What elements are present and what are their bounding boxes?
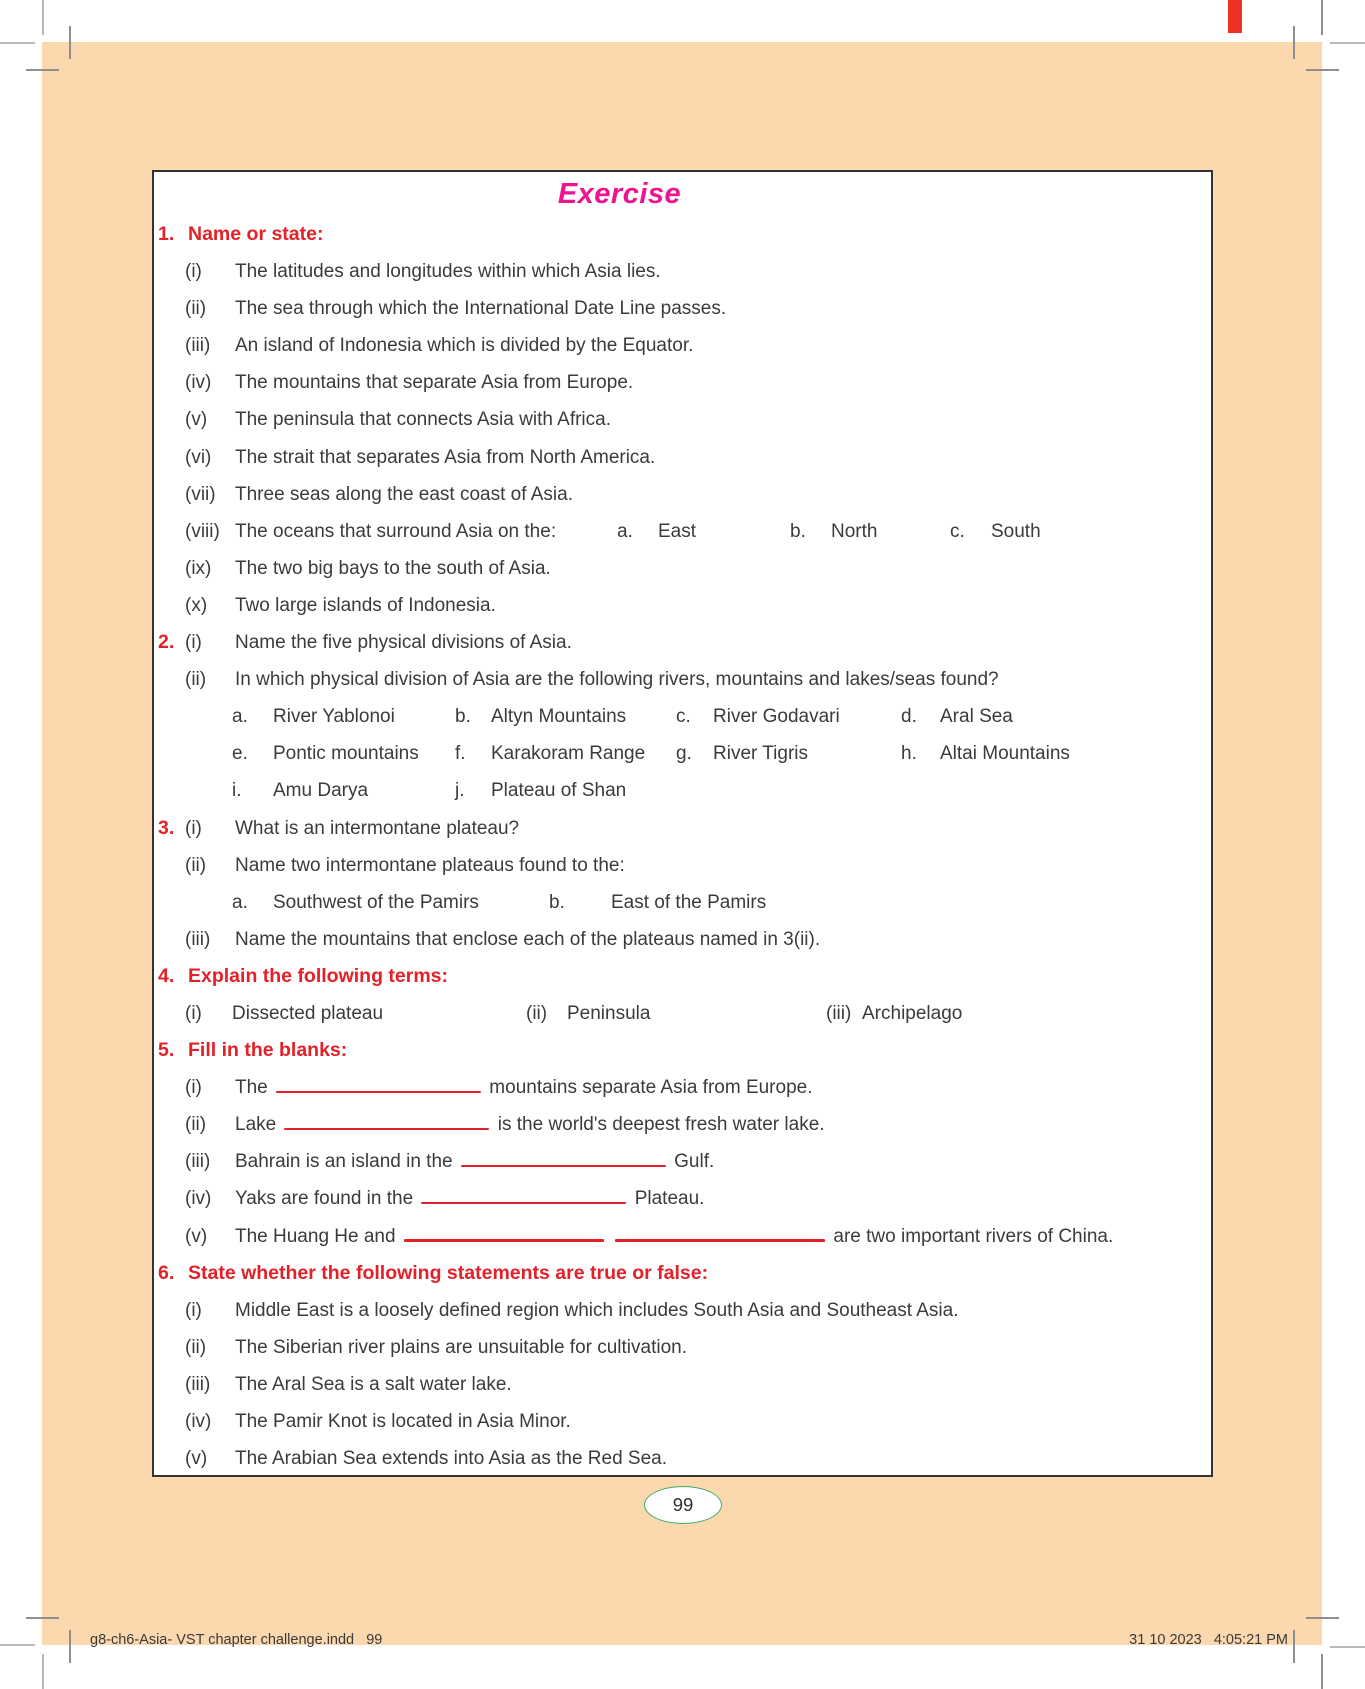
item-label: (iii) — [185, 1373, 211, 1395]
item-text: Middle East is a loosely defined region which includes South Asia and Southeast Asia. — [235, 1299, 959, 1321]
item-text: The latitudes and longitudes within which Asia lies. — [235, 261, 661, 283]
exercise-rows — [154, 216, 1211, 1477]
item-text: Karakoram Range — [491, 743, 646, 765]
item-text: Altyn Mountains — [491, 706, 627, 728]
item-text: Amu Darya — [273, 780, 369, 802]
section-number: 3. — [158, 816, 175, 839]
item-label: b. — [790, 520, 806, 542]
item-label: h. — [901, 743, 917, 765]
item-label: (i) — [185, 632, 202, 654]
item-text: Dissected plateau — [232, 1002, 384, 1024]
item-text: The two big bays to the south of Asia. — [235, 557, 551, 579]
item-label: (v) — [185, 1225, 208, 1247]
exercise-row — [154, 810, 1211, 847]
item-label: (iii) — [185, 1151, 211, 1173]
fill-blank-line — [421, 1202, 626, 1205]
item-text — [235, 1180, 704, 1217]
item-label: i. — [232, 780, 242, 802]
page-number: 99 — [672, 1494, 694, 1515]
exercise-row — [154, 513, 1211, 550]
exercise-row — [154, 439, 1211, 476]
item-text: The oceans that surround Asia on the: — [235, 520, 557, 542]
exercise-row — [154, 364, 1211, 401]
item-text: Three seas along the east coast of Asia. — [235, 483, 573, 505]
footer-filename: g8-ch6-Asia- VST chapter challenge.indd 99 — [90, 1632, 383, 1648]
item-label: (ii) — [185, 669, 207, 691]
item-text: An island of Indonesia which is divided by the Equator. — [235, 335, 694, 357]
item-text: River Godavari — [713, 706, 840, 728]
crop-mark — [1306, 69, 1339, 71]
item-label: a. — [617, 520, 633, 542]
item-label: b. — [549, 891, 565, 913]
item-label: (i) — [185, 261, 202, 283]
exercise-row — [154, 587, 1211, 624]
item-text: Name the mountains that enclose each of the plateaus named in 3(ii). — [235, 928, 821, 950]
item-text — [235, 1069, 813, 1106]
exercise-row — [154, 1255, 1211, 1292]
item-text: The Arabian Sea extends into Asia as the Red Sea. — [235, 1448, 668, 1470]
item-label: (v) — [185, 409, 208, 431]
item-text: Southwest of the Pamirs — [273, 891, 479, 913]
item-text-part: The Huang He and — [235, 1225, 401, 1247]
exercise-row — [154, 290, 1211, 327]
item-text-part: Bahrain is an island in the — [235, 1151, 458, 1173]
crop-mark — [1330, 1646, 1365, 1648]
item-label: (iii) — [185, 335, 211, 357]
crop-mark — [26, 1617, 59, 1619]
item-text — [235, 1218, 1113, 1255]
item-text-part: mountains separate Asia from Europe. — [484, 1077, 813, 1099]
section-heading: Fill in the blanks: — [188, 1039, 348, 1062]
item-text: North — [831, 520, 878, 542]
crop-mark — [1293, 1630, 1295, 1663]
crop-mark — [1330, 42, 1365, 44]
section-number: 5. — [158, 1039, 175, 1062]
exercise-row — [154, 1366, 1211, 1403]
exercise-row — [154, 476, 1211, 513]
item-label: (i) — [185, 1299, 202, 1321]
item-text: What is an intermontane plateau? — [235, 817, 520, 839]
exercise-row — [154, 1329, 1211, 1366]
exercise-row — [154, 327, 1211, 364]
item-text — [235, 1106, 825, 1143]
item-text-part: is the world's deepest fresh water lake. — [492, 1114, 825, 1136]
exercise-row — [154, 1032, 1211, 1069]
section-number: 2. — [158, 631, 175, 654]
exercise-row — [154, 661, 1211, 698]
section-heading: State whether the following statements are true or false: — [188, 1261, 709, 1284]
exercise-row — [154, 1292, 1211, 1329]
item-label: b. — [455, 706, 471, 728]
item-text: The mountains that separate Asia from Europe. — [235, 372, 634, 394]
crop-mark — [42, 1654, 44, 1689]
page-number-badge — [644, 1486, 722, 1524]
item-label: f. — [455, 743, 466, 765]
exercise-row — [154, 550, 1211, 587]
fill-blank-line — [615, 1239, 825, 1242]
item-label: (iv) — [185, 1188, 212, 1210]
item-text: River Tigris — [713, 743, 809, 765]
item-text: Peninsula — [567, 1002, 651, 1024]
exercise-row — [154, 1218, 1211, 1255]
item-label: (vi) — [185, 446, 212, 468]
item-label: (iv) — [185, 1411, 212, 1432]
exercise-row — [154, 1069, 1211, 1106]
crop-mark — [1321, 1654, 1323, 1689]
exercise-row — [154, 216, 1211, 253]
section-number: 4. — [158, 964, 175, 987]
fill-blank-line — [461, 1165, 666, 1168]
crop-mark — [42, 0, 44, 35]
item-label: (ii) — [185, 1336, 207, 1358]
crop-mark — [1293, 26, 1295, 59]
item-text: Plateau of Shan — [491, 780, 627, 802]
item-text: Name the five physical divisions of Asia. — [235, 632, 572, 654]
printer-color-bar — [1228, 0, 1242, 33]
item-label: (i) — [185, 1077, 202, 1099]
exercise-row — [154, 698, 1211, 735]
fill-blank-line — [276, 1091, 481, 1094]
exercise-row — [154, 995, 1211, 1032]
item-label: (x) — [185, 594, 208, 616]
section-heading: Explain the following terms: — [188, 964, 449, 987]
item-label: c. — [676, 706, 691, 728]
exercise-row — [154, 772, 1211, 809]
section-number: 6. — [158, 1261, 175, 1284]
exercise-title: Exercise — [557, 178, 682, 210]
item-text: Archipelago — [862, 1002, 963, 1024]
section-number: 1. — [158, 223, 175, 245]
item-label: (v) — [185, 1448, 208, 1470]
exercise-row — [154, 735, 1211, 772]
exercise-row — [154, 884, 1211, 921]
item-text: The sea through which the International Date Line passes. — [235, 298, 727, 320]
item-text-part: Yaks are found in the — [235, 1188, 419, 1210]
exercise-row — [154, 921, 1211, 958]
item-label: (iv) — [185, 372, 212, 394]
item-text-part: Gulf. — [668, 1151, 715, 1173]
crop-mark — [0, 1644, 35, 1646]
item-label: (ii) — [185, 854, 207, 876]
item-text-part: are two important rivers of China. — [828, 1225, 1114, 1247]
crop-mark — [69, 26, 71, 59]
item-text-part: Lake — [235, 1114, 282, 1136]
item-label: (iii) — [185, 928, 211, 950]
item-label: (i) — [185, 1002, 202, 1024]
exercise-box — [152, 170, 1213, 1477]
item-text: East — [658, 520, 697, 542]
fill-blank-line — [284, 1128, 489, 1131]
item-text: Altai Mountains — [940, 743, 1070, 765]
crop-mark — [69, 1630, 71, 1663]
exercise-row — [154, 1143, 1211, 1180]
item-text: Aral Sea — [940, 706, 1013, 728]
item-text: East of the Pamirs — [611, 891, 767, 913]
exercise-row — [154, 1106, 1211, 1143]
item-text: The strait that separates Asia from North America. — [235, 446, 656, 468]
exercise-row — [154, 624, 1211, 661]
item-label: d. — [901, 706, 917, 728]
crop-mark — [1306, 1617, 1339, 1619]
item-text-part — [607, 1226, 612, 1247]
item-text: Name two intermontane plateaus found to the: — [235, 854, 625, 876]
section-heading: Name or state: — [188, 223, 324, 245]
item-text: Pontic mountains — [273, 743, 419, 765]
fill-blank-line — [404, 1239, 604, 1242]
item-label: c. — [950, 520, 965, 542]
exercise-row — [154, 847, 1211, 884]
item-label: (ii) — [526, 1002, 548, 1024]
exercise-row — [154, 401, 1211, 438]
item-text: The Pamir Knot is located in Asia Minor. — [235, 1411, 571, 1432]
exercise-row — [154, 1440, 1211, 1477]
item-label: a. — [232, 706, 248, 728]
item-text: In which physical division of Asia are the following rivers, mountains and lakes/seas found? — [235, 669, 999, 691]
exercise-row — [154, 1403, 1211, 1440]
item-label: (vii) — [185, 483, 216, 505]
item-text-part: Plateau. — [629, 1188, 705, 1210]
crop-mark — [1321, 0, 1323, 35]
item-text: South — [991, 520, 1041, 542]
exercise-row — [154, 253, 1211, 290]
item-label: (viii) — [185, 520, 220, 542]
item-label: (i) — [185, 817, 202, 839]
item-label: (ii) — [185, 1114, 207, 1136]
footer-timestamp: 31 10 2023 4:05:21 PM — [1129, 1632, 1288, 1648]
item-label: (iii) — [826, 1002, 852, 1024]
item-label: e. — [232, 743, 248, 765]
item-label: a. — [232, 891, 248, 913]
item-text: The peninsula that connects Asia with Africa. — [235, 409, 611, 431]
crop-mark — [0, 42, 35, 44]
item-label: (ix) — [185, 557, 212, 579]
item-label: (ii) — [185, 298, 207, 320]
item-text: The Aral Sea is a salt water lake. — [235, 1373, 512, 1395]
item-text-part: The — [235, 1077, 274, 1099]
item-text: River Yablonoi — [273, 706, 395, 728]
item-label: g. — [676, 743, 692, 765]
item-text — [235, 1143, 714, 1180]
item-text: Two large islands of Indonesia. — [235, 594, 496, 616]
item-text: The Siberian river plains are unsuitable for cultivation. — [235, 1336, 688, 1358]
item-label: j. — [455, 780, 465, 802]
crop-mark — [26, 69, 59, 71]
exercise-row — [154, 958, 1211, 995]
exercise-row — [154, 1180, 1211, 1217]
